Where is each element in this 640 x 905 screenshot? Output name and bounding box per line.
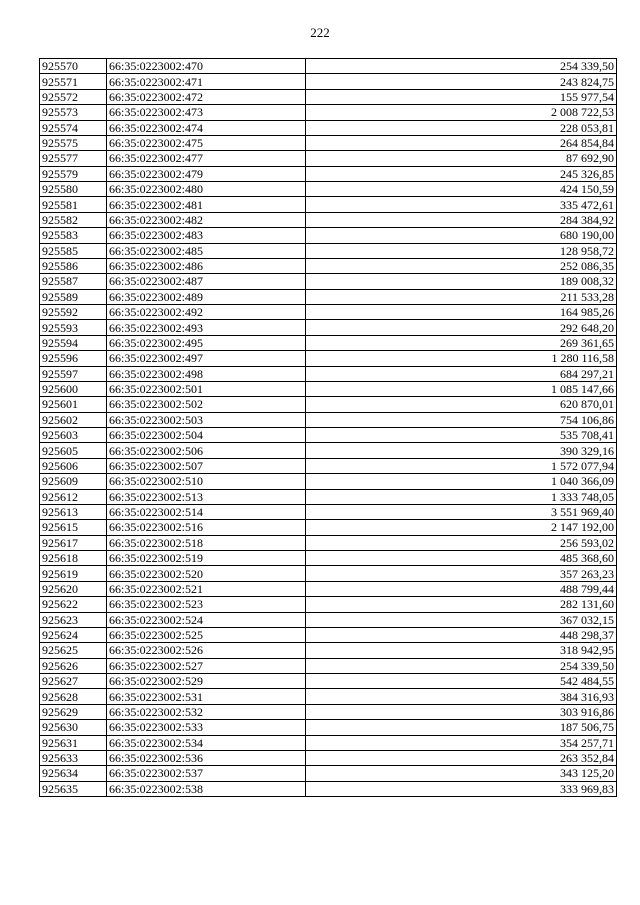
table-row	[40, 212, 617, 227]
row-id-cell: 925634	[40, 766, 107, 781]
row-id-cell: 925609	[40, 474, 107, 489]
row-id-cell: 925615	[40, 520, 107, 535]
row-id-cell: 925606	[40, 458, 107, 473]
table-row	[40, 689, 617, 704]
table-row	[40, 197, 617, 212]
table-row	[40, 566, 617, 581]
value-cell: 263 352,84	[306, 750, 617, 765]
table-row	[40, 381, 617, 396]
cadastral-number-cell: 66:35:0223002:526	[107, 643, 306, 658]
table-row	[40, 366, 617, 381]
row-id-cell: 925575	[40, 135, 107, 150]
value-cell: 684 297,21	[306, 366, 617, 381]
row-id-cell: 925601	[40, 397, 107, 412]
cadastral-number-cell: 66:35:0223002:527	[107, 658, 306, 673]
value-cell: 485 368,60	[306, 551, 617, 566]
cadastral-number-cell: 66:35:0223002:520	[107, 566, 306, 581]
value-cell: 254 339,50	[306, 658, 617, 673]
value-cell: 2 008 722,53	[306, 105, 617, 120]
value-cell: 367 032,15	[306, 612, 617, 627]
value-cell: 292 648,20	[306, 320, 617, 335]
value-cell: 3 551 969,40	[306, 504, 617, 519]
value-cell: 357 263,23	[306, 566, 617, 581]
row-id-cell: 925594	[40, 335, 107, 350]
table-row	[40, 397, 617, 412]
value-cell: 282 131,60	[306, 597, 617, 612]
cadastral-number-cell: 66:35:0223002:533	[107, 720, 306, 735]
cadastral-number-cell: 66:35:0223002:470	[107, 59, 306, 74]
value-cell: 128 958,72	[306, 243, 617, 258]
value-cell: 254 339,50	[306, 59, 617, 74]
table-row	[40, 335, 617, 350]
value-cell: 252 086,35	[306, 258, 617, 273]
row-id-cell: 925623	[40, 612, 107, 627]
value-cell: 333 969,83	[306, 781, 617, 796]
row-id-cell: 925625	[40, 643, 107, 658]
table-row	[40, 151, 617, 166]
row-id-cell: 925602	[40, 412, 107, 427]
row-id-cell: 925596	[40, 351, 107, 366]
row-id-cell: 925605	[40, 443, 107, 458]
row-id-cell: 925619	[40, 566, 107, 581]
cadastral-number-cell: 66:35:0223002:518	[107, 535, 306, 550]
row-id-cell: 925581	[40, 197, 107, 212]
cadastral-number-cell: 66:35:0223002:524	[107, 612, 306, 627]
value-cell: 384 316,93	[306, 689, 617, 704]
cadastral-number-cell: 66:35:0223002:487	[107, 274, 306, 289]
cadastral-number-cell: 66:35:0223002:538	[107, 781, 306, 796]
registry-table	[39, 58, 617, 797]
row-id-cell: 925630	[40, 720, 107, 735]
cadastral-number-cell: 66:35:0223002:507	[107, 458, 306, 473]
value-cell: 448 298,37	[306, 627, 617, 642]
value-cell: 335 472,61	[306, 197, 617, 212]
cadastral-number-cell: 66:35:0223002:481	[107, 197, 306, 212]
table-row	[40, 735, 617, 750]
row-id-cell: 925631	[40, 735, 107, 750]
cadastral-number-cell: 66:35:0223002:529	[107, 674, 306, 689]
cadastral-number-cell: 66:35:0223002:504	[107, 428, 306, 443]
value-cell: 754 106,86	[306, 412, 617, 427]
value-cell: 1 333 748,05	[306, 489, 617, 504]
table-row	[40, 305, 617, 320]
table-row	[40, 166, 617, 181]
table-row	[40, 289, 617, 304]
row-id-cell: 925570	[40, 59, 107, 74]
row-id-cell: 925633	[40, 750, 107, 765]
value-cell: 264 854,84	[306, 135, 617, 150]
cadastral-number-cell: 66:35:0223002:531	[107, 689, 306, 704]
cadastral-number-cell: 66:35:0223002:495	[107, 335, 306, 350]
row-id-cell: 925579	[40, 166, 107, 181]
row-id-cell: 925589	[40, 289, 107, 304]
cadastral-number-cell: 66:35:0223002:477	[107, 151, 306, 166]
cadastral-number-cell: 66:35:0223002:493	[107, 320, 306, 335]
row-id-cell: 925618	[40, 551, 107, 566]
table-row	[40, 228, 617, 243]
cadastral-number-cell: 66:35:0223002:473	[107, 105, 306, 120]
cadastral-number-cell: 66:35:0223002:474	[107, 120, 306, 135]
row-id-cell: 925628	[40, 689, 107, 704]
value-cell: 245 326,85	[306, 166, 617, 181]
table-row	[40, 658, 617, 673]
row-id-cell: 925573	[40, 105, 107, 120]
cadastral-number-cell: 66:35:0223002:498	[107, 366, 306, 381]
cadastral-number-cell: 66:35:0223002:492	[107, 305, 306, 320]
cadastral-number-cell: 66:35:0223002:480	[107, 182, 306, 197]
cadastral-number-cell: 66:35:0223002:521	[107, 581, 306, 596]
row-id-cell: 925617	[40, 535, 107, 550]
row-id-cell: 925583	[40, 228, 107, 243]
table-row	[40, 474, 617, 489]
cadastral-number-cell: 66:35:0223002:513	[107, 489, 306, 504]
cadastral-number-cell: 66:35:0223002:475	[107, 135, 306, 150]
table-row	[40, 74, 617, 89]
table-row	[40, 59, 617, 74]
table-row	[40, 182, 617, 197]
cadastral-number-cell: 66:35:0223002:489	[107, 289, 306, 304]
cadastral-number-cell: 66:35:0223002:472	[107, 89, 306, 104]
value-cell: 87 692,90	[306, 151, 617, 166]
cadastral-number-cell: 66:35:0223002:482	[107, 212, 306, 227]
value-cell: 187 506,75	[306, 720, 617, 735]
value-cell: 211 533,28	[306, 289, 617, 304]
table-row	[40, 750, 617, 765]
value-cell: 269 361,65	[306, 335, 617, 350]
table-row	[40, 581, 617, 596]
value-cell: 189 008,32	[306, 274, 617, 289]
row-id-cell: 925635	[40, 781, 107, 796]
value-cell: 155 977,54	[306, 89, 617, 104]
row-id-cell: 925593	[40, 320, 107, 335]
row-id-cell: 925577	[40, 151, 107, 166]
cadastral-number-cell: 66:35:0223002:532	[107, 704, 306, 719]
table-row	[40, 720, 617, 735]
cadastral-number-cell: 66:35:0223002:536	[107, 750, 306, 765]
value-cell: 1 040 366,09	[306, 474, 617, 489]
cadastral-number-cell: 66:35:0223002:525	[107, 627, 306, 642]
table-row	[40, 89, 617, 104]
table-row	[40, 520, 617, 535]
value-cell: 1 572 077,94	[306, 458, 617, 473]
row-id-cell: 925586	[40, 258, 107, 273]
cadastral-number-cell: 66:35:0223002:519	[107, 551, 306, 566]
table-row	[40, 504, 617, 519]
row-id-cell: 925627	[40, 674, 107, 689]
table-row	[40, 766, 617, 781]
row-id-cell: 925582	[40, 212, 107, 227]
row-id-cell: 925585	[40, 243, 107, 258]
value-cell: 1 280 116,58	[306, 351, 617, 366]
cadastral-number-cell: 66:35:0223002:523	[107, 597, 306, 612]
table-row	[40, 535, 617, 550]
value-cell: 354 257,71	[306, 735, 617, 750]
row-id-cell: 925624	[40, 627, 107, 642]
table-row	[40, 443, 617, 458]
row-id-cell: 925629	[40, 704, 107, 719]
row-id-cell: 925622	[40, 597, 107, 612]
page-number: 222	[310, 25, 330, 40]
value-cell: 318 942,95	[306, 643, 617, 658]
value-cell: 284 384,92	[306, 212, 617, 227]
table-row	[40, 274, 617, 289]
cadastral-number-cell: 66:35:0223002:516	[107, 520, 306, 535]
table-row	[40, 643, 617, 658]
table-row	[40, 489, 617, 504]
value-cell: 243 824,75	[306, 74, 617, 89]
row-id-cell: 925600	[40, 381, 107, 396]
row-id-cell: 925603	[40, 428, 107, 443]
table-row	[40, 458, 617, 473]
value-cell: 343 125,20	[306, 766, 617, 781]
cadastral-number-cell: 66:35:0223002:497	[107, 351, 306, 366]
value-cell: 680 190,00	[306, 228, 617, 243]
value-cell: 542 484,55	[306, 674, 617, 689]
value-cell: 620 870,01	[306, 397, 617, 412]
cadastral-number-cell: 66:35:0223002:479	[107, 166, 306, 181]
table-row	[40, 674, 617, 689]
value-cell: 424 150,59	[306, 182, 617, 197]
table-row	[40, 428, 617, 443]
table-row	[40, 412, 617, 427]
value-cell: 303 916,86	[306, 704, 617, 719]
cadastral-number-cell: 66:35:0223002:486	[107, 258, 306, 273]
table-row	[40, 258, 617, 273]
registry-table-body	[40, 59, 617, 797]
value-cell: 1 085 147,66	[306, 381, 617, 396]
cadastral-number-cell: 66:35:0223002:485	[107, 243, 306, 258]
row-id-cell: 925626	[40, 658, 107, 673]
row-id-cell: 925612	[40, 489, 107, 504]
row-id-cell: 925587	[40, 274, 107, 289]
table-row	[40, 597, 617, 612]
value-cell: 164 985,26	[306, 305, 617, 320]
cadastral-number-cell: 66:35:0223002:537	[107, 766, 306, 781]
cadastral-number-cell: 66:35:0223002:534	[107, 735, 306, 750]
cadastral-number-cell: 66:35:0223002:510	[107, 474, 306, 489]
table-row	[40, 135, 617, 150]
table-row	[40, 781, 617, 796]
row-id-cell: 925592	[40, 305, 107, 320]
cadastral-number-cell: 66:35:0223002:471	[107, 74, 306, 89]
value-cell: 535 708,41	[306, 428, 617, 443]
row-id-cell: 925620	[40, 581, 107, 596]
cadastral-number-cell: 66:35:0223002:506	[107, 443, 306, 458]
table-row	[40, 612, 617, 627]
table-row	[40, 320, 617, 335]
table-row	[40, 551, 617, 566]
row-id-cell: 925613	[40, 504, 107, 519]
cadastral-number-cell: 66:35:0223002:501	[107, 381, 306, 396]
table-row	[40, 351, 617, 366]
value-cell: 390 329,16	[306, 443, 617, 458]
row-id-cell: 925571	[40, 74, 107, 89]
table-row	[40, 120, 617, 135]
table-row	[40, 243, 617, 258]
table-row	[40, 627, 617, 642]
table-row	[40, 704, 617, 719]
table-row	[40, 105, 617, 120]
cadastral-number-cell: 66:35:0223002:503	[107, 412, 306, 427]
cadastral-number-cell: 66:35:0223002:514	[107, 504, 306, 519]
cadastral-number-cell: 66:35:0223002:483	[107, 228, 306, 243]
row-id-cell: 925574	[40, 120, 107, 135]
row-id-cell: 925597	[40, 366, 107, 381]
value-cell: 2 147 192,00	[306, 520, 617, 535]
value-cell: 488 799,44	[306, 581, 617, 596]
value-cell: 228 053,81	[306, 120, 617, 135]
cadastral-number-cell: 66:35:0223002:502	[107, 397, 306, 412]
row-id-cell: 925580	[40, 182, 107, 197]
row-id-cell: 925572	[40, 89, 107, 104]
value-cell: 256 593,02	[306, 535, 617, 550]
